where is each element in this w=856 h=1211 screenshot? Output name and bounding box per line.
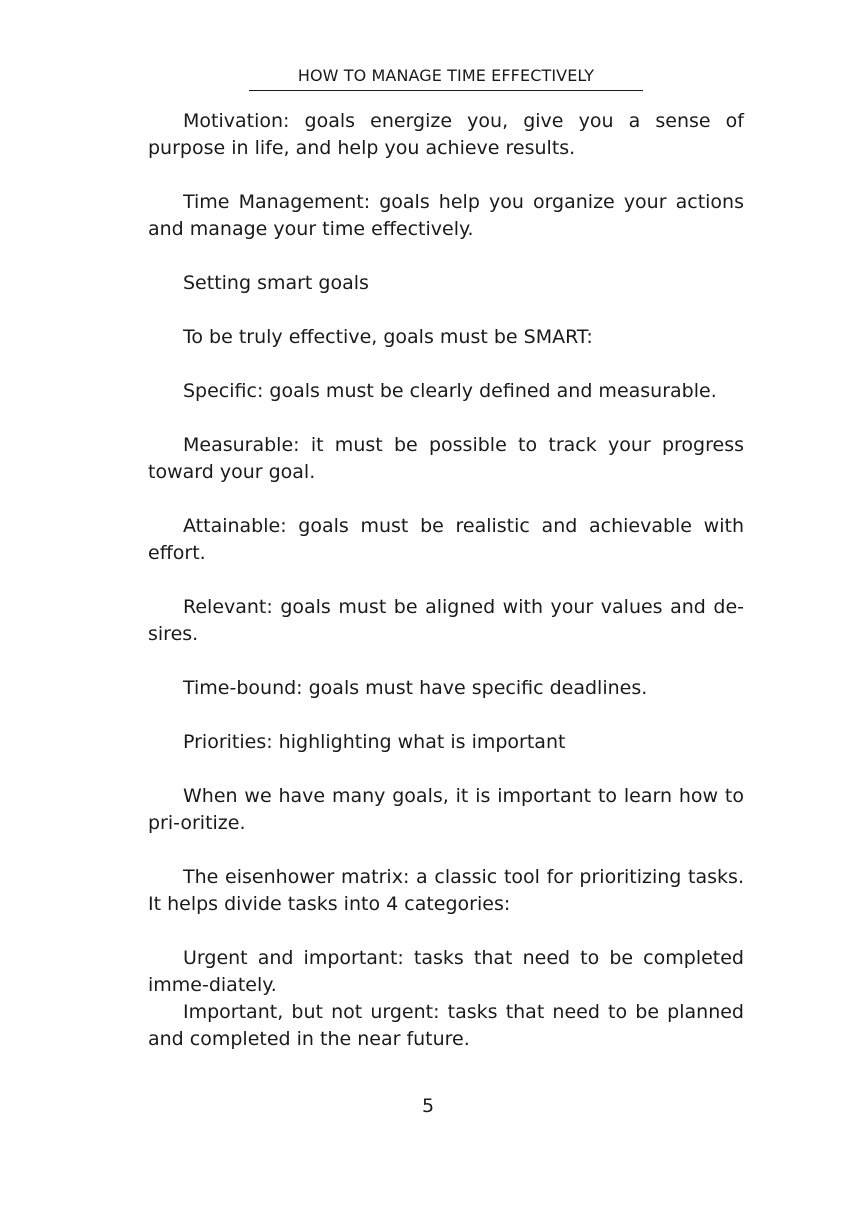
paragraph-relevant: Relevant: goals must be aligned with your values and de-sires. (148, 596, 744, 645)
running-header: HOW TO MANAGE TIME EFFECTIVELY (249, 65, 643, 91)
paragraph-attainable: Attainable: goals must be realistic and achievable with effort. (148, 515, 744, 564)
paragraph-urgent-important: Urgent and important: tasks that need to be completed imme-diately. (148, 947, 744, 996)
paragraph-motivation: Motivation: goals energize you, give you a sense of purpose in life, and help you achieve results. (148, 110, 744, 159)
section-heading-priorities: Priorities: highlighting what is important (183, 731, 566, 753)
paragraph-time-management: Time Management: goals help you organize your actions and manage your time effectively. (148, 191, 744, 240)
paragraph-smart-intro: To be truly effective, goals must be SMART: (183, 326, 593, 348)
paragraph-important-not-urgent: Important, but not urgent: tasks that need to be planned and completed in the near future. (148, 1001, 744, 1050)
paragraph-prioritize: When we have many goals, it is important to learn how to pri-oritize. (148, 785, 744, 834)
paragraph-specific: Specific: goals must be clearly defined and measurable. (183, 380, 717, 402)
paragraph-time-bound: Time-bound: goals must have specific deadlines. (183, 677, 648, 699)
paragraph-measurable: Measurable: it must be possible to track your progress toward your goal. (148, 434, 744, 483)
section-heading-smart-goals: Setting smart goals (183, 272, 369, 294)
page-number: 5 (421, 1095, 435, 1117)
paragraph-eisenhower-matrix: The eisenhower matrix: a classic tool for prioritizing tasks. It helps divide tasks into 4 categories: (148, 866, 744, 915)
page-body (148, 108, 744, 1080)
